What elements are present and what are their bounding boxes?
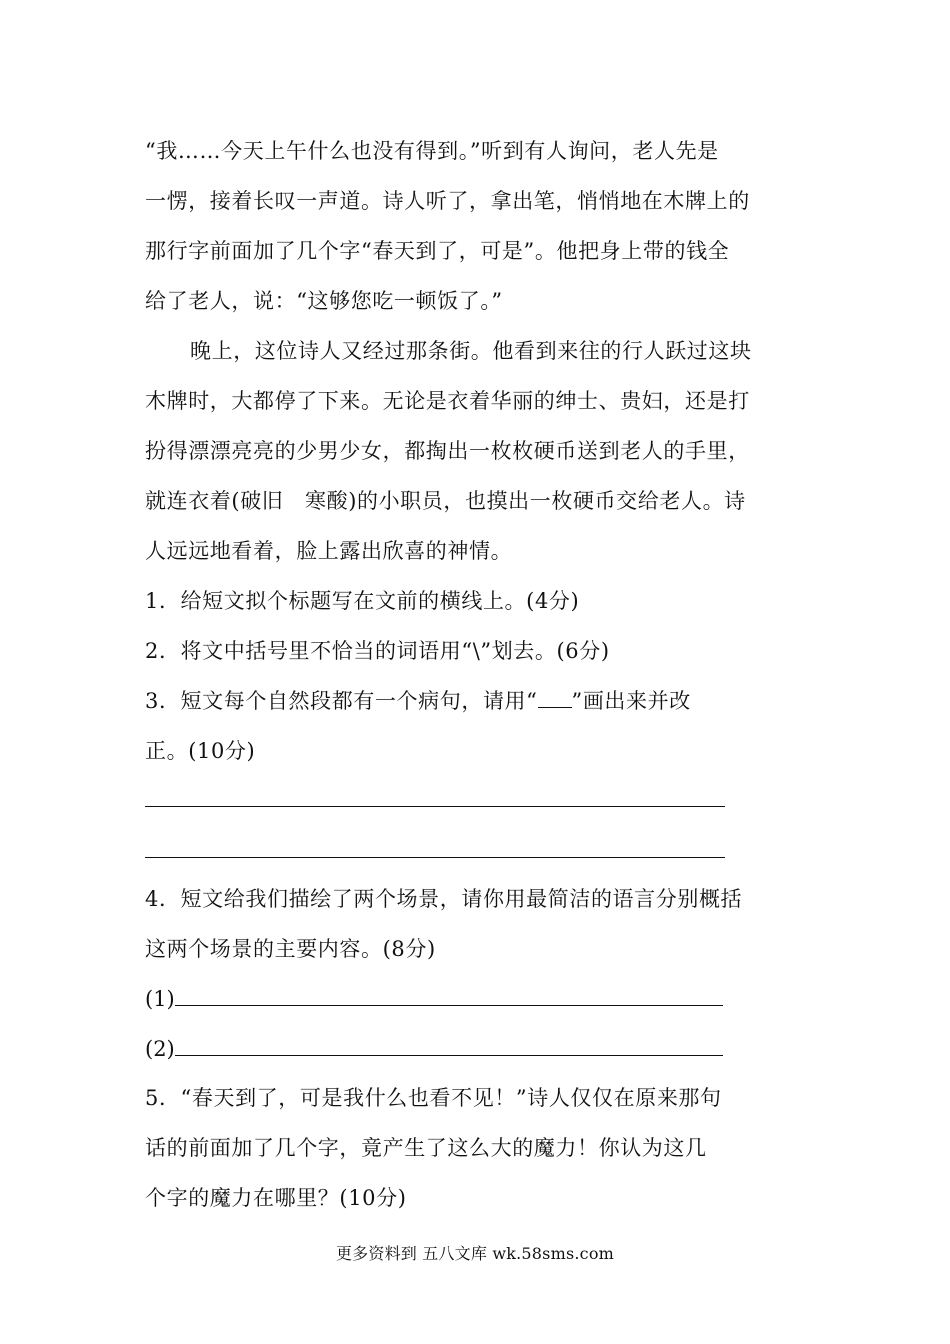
passage-line: 那行字前面加了几个字“春天到了，可是”。他把身上带的钱全 bbox=[145, 239, 730, 263]
page-footer: 更多资料到 五八文库 wk.58sms.com bbox=[335, 1244, 615, 1263]
passage-line: 木牌时，大都停了下来。无论是衣着华丽的绅士、贵妇，还是打 bbox=[145, 389, 750, 413]
answer-blank-2-label: (2) bbox=[145, 1037, 175, 1061]
answer-line[interactable] bbox=[145, 806, 725, 807]
answer-line[interactable] bbox=[175, 1037, 723, 1056]
passage-line: 就连衣着(破旧 寒酸)的小职员，也摸出一枚硬币交给老人。诗 bbox=[145, 489, 746, 513]
answer-blank-1-label: (1) bbox=[145, 987, 175, 1011]
passage-line: “我……今天上午什么也没有得到。”听到有人询问，老人先是 bbox=[145, 139, 719, 163]
answer-blank-2[interactable] bbox=[145, 1034, 723, 1064]
question-3-line-2: 正。(10分) bbox=[145, 739, 256, 763]
answer-line[interactable] bbox=[175, 987, 723, 1006]
passage-line: 扮得漂漂亮亮的少男少女，都掏出一枚枚硬币送到老人的手里， bbox=[145, 439, 750, 463]
answer-line[interactable] bbox=[145, 857, 725, 858]
passage-line: 晚上，这位诗人又经过那条街。他看到来往的行人跃过这块 bbox=[190, 339, 752, 363]
question-5: 5．“春天到了，可是我什么也看不见！”诗人仅仅在原来那句 bbox=[145, 1086, 722, 1110]
question-3-text-before: 3．短文每个自然段都有一个病句，请用“ bbox=[145, 689, 538, 713]
question-3-text-after: ”画出来并改 bbox=[571, 689, 691, 713]
passage-line: 一愣，接着长叹一声道。诗人听了，拿出笔，悄悄地在木牌上的 bbox=[145, 189, 750, 213]
question-3 bbox=[145, 686, 691, 716]
passage-line: 给了老人，说：“这够您吃一顿饭了。” bbox=[145, 289, 503, 313]
question-5-line-2: 话的前面加了几个字，竟产生了这么大的魔力！你认为这几 bbox=[145, 1136, 707, 1160]
answer-blank-1[interactable] bbox=[145, 984, 723, 1014]
question-2: 2．将文中括号里不恰当的词语用“\”划去。(6分) bbox=[145, 639, 610, 663]
question-1: 1．给短文拟个标题写在文前的横线上。(4分) bbox=[145, 589, 580, 613]
passage-line: 人远远地看着，脸上露出欣喜的神情。 bbox=[145, 539, 513, 563]
question-5-line-3: 个字的魔力在哪里？(10分) bbox=[145, 1186, 407, 1210]
question-4-line-2: 这两个场景的主要内容。(8分) bbox=[145, 937, 436, 961]
underline-symbol bbox=[538, 689, 572, 708]
question-4: 4．短文给我们描绘了两个场景，请你用最简洁的语言分别概括 bbox=[145, 887, 743, 911]
